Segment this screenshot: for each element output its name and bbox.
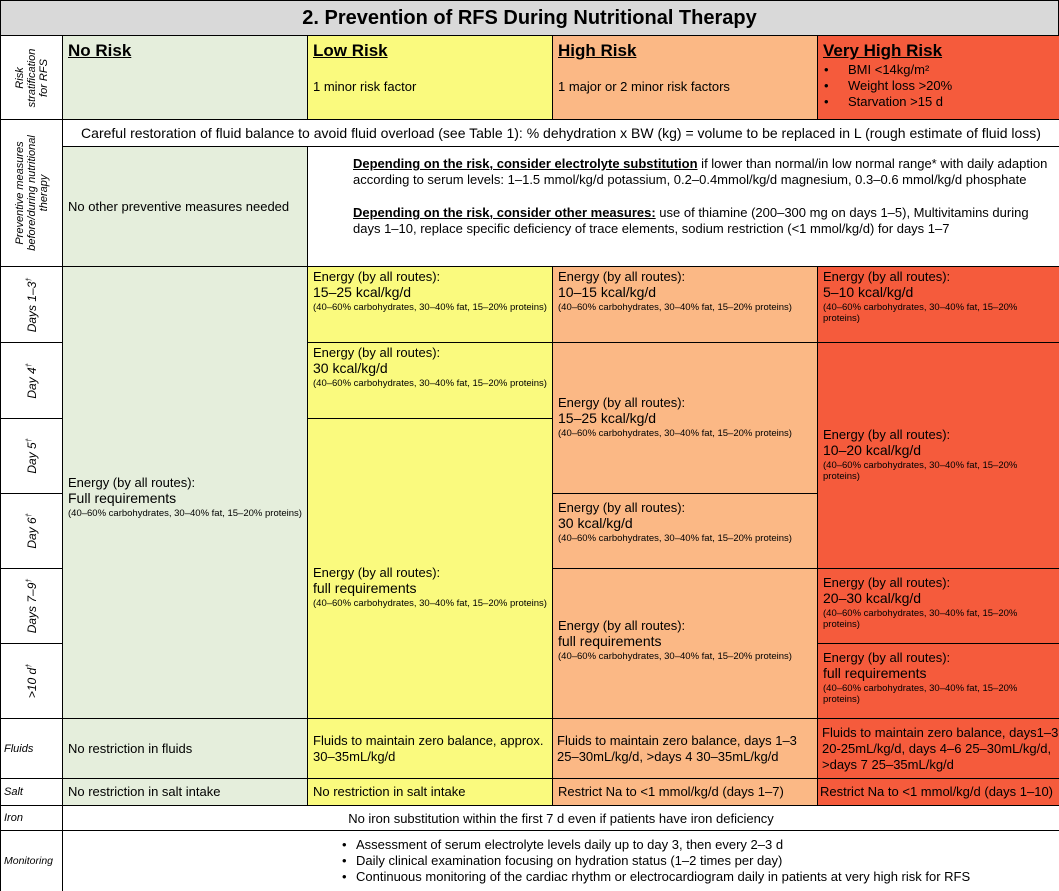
monitoring-cell [63,831,1059,891]
low-risk-energy-day5-plus [308,419,553,719]
fluid-balance-row: Careful restoration of fluid balance to avoid fluid overload (see Table 1): % dehydration x BW (kg) = volume to be replaced in L (rough estimate of fluid loss) [63,120,1059,147]
day-label-cell [0,569,63,644]
preventive-measures-cell [308,147,1059,267]
high-risk-fluids: Fluids to maintain zero balance, days 1–3 25–30mL/kg/d, >days 4 30–35mL/kg/d [557,732,797,764]
high-risk-criteria: 1 major or 2 minor risk factors [558,79,730,94]
high-risk-energy-day6 [553,494,818,569]
very-high-risk-energy-days1-3 [818,267,1059,343]
preventive-label: Preventive measures before/during nutritional therapy [13,135,50,251]
energy-block: Energy (by all routes): 15–25 kcal/kg/d (40–60% carbohydrates, 30–40% fat, 15–20% proteins) [313,269,547,313]
day-label: Days 1–3† [24,277,39,332]
energy-block: Energy (by all routes): 10–15 kcal/kg/d (40–60% carbohydrates, 30–40% fat, 15–20% proteins) [558,269,792,313]
energy-block: Energy (by all routes): full requirements (40–60% carbohydrates, 30–40% fat, 15–20% proteins) [313,564,547,609]
low-risk-fluids-cell [308,719,553,779]
no-risk-header: No Risk [68,41,132,60]
very-high-risk-salt-cell [818,779,1059,806]
very-high-risk-header-cell [818,36,1059,120]
stratification-label: Risk stratification for RFS [13,48,50,107]
low-risk-header-cell [308,36,553,120]
energy-block: Energy (by all routes): 15–25 kcal/kg/d (40–60% carbohydrates, 30–40% fat, 15–20% proteins) [558,395,792,439]
day-label: >10 d† [24,663,39,699]
high-risk-energy-day7-plus [553,569,818,719]
very-high-risk-criteria [818,62,952,110]
monitoring-item: • Daily clinical examination focusing on hydration status (1–2 times per day) [338,853,1059,869]
criteria-item: • Weight loss >20% [818,78,952,94]
very-high-risk-energy-day10-plus [818,644,1059,719]
low-risk-header: Low Risk [313,41,388,60]
energy-block: Energy (by all routes): 10–20 kcal/kg/d (40–60% carbohydrates, 30–40% fat, 15–20% proteins) [823,427,1018,482]
stratification-label-cell [0,36,63,120]
energy-block: Energy (by all routes): 30 kcal/kg/d (40–60% carbohydrates, 30–40% fat, 15–20% proteins) [558,500,792,544]
no-risk-salt: No restriction in salt intake [68,784,221,799]
no-risk-preventive-cell [63,147,308,267]
very-high-risk-fluids: Fluids to maintain zero balance, days1–3 20-25mL/kg/d, days 4–6 25–30mL/kg/d, >days 7 25–35mL/kg/d [822,724,1059,772]
low-risk-salt-cell [308,779,553,806]
high-risk-fluids-cell [553,719,818,779]
preventive-label-cell [0,120,63,267]
iron-label-cell [0,806,63,831]
day-label-cell [0,644,63,719]
very-high-risk-salt: Restrict Na to <1 mmol/kg/d (days 1–10) [820,784,1054,799]
no-risk-header-cell [63,36,308,120]
salt-label: Salt [4,786,23,798]
iron-text: No iron substitution within the first 7 d even if patients have iron deficiency [63,806,1059,831]
high-risk-energy-days4-5 [553,343,818,494]
other-measures: Depending on the risk, consider other measures: use of thiamine (200–300 mg on days 1–5), Multivitamins during days 1–10, replace specific deficiency of trace elements, sodium restriction (<1 mmol/kg/d) for days 1–7 [353,205,1029,236]
high-risk-salt-cell [553,779,818,806]
day-label: Day 4† [24,362,39,399]
monitoring-item: • Assessment of serum electrolyte levels daily up to day 3, then every 2–3 d [338,837,1059,853]
criteria-item: • BMI <14kg/m² [818,62,952,78]
monitoring-label-cell [0,831,63,891]
no-risk-energy-cell [63,267,308,719]
table-title: 2. Prevention of RFS During Nutritional Therapy [0,0,1059,36]
day-label: Day 5† [24,438,39,474]
day-label-cell [0,419,63,494]
no-risk-salt-cell [63,779,308,806]
fluids-label-cell [0,719,63,779]
day-label-cell [0,343,63,419]
salt-label-cell [0,779,63,806]
low-risk-criteria: 1 minor risk factor [313,79,417,94]
day-label: Days 7–9† [24,578,39,634]
energy-block: Energy (by all routes): full requirements (40–60% carbohydrates, 30–40% fat, 15–20% proteins) [823,650,1018,705]
electrolyte-substitution: Depending on the risk, consider electrolyte substitution if lower than normal/in low normal range* with daily adaption according to serum levels: 1–1.5 mmol/kg/d potassium, 0.2–0.4mmol/kg/d magnesium, 0.3–0.6 mmol/kg/d phosphate [353,156,1048,187]
energy-block: Energy (by all routes): 5–10 kcal/kg/d (40–60% carbohydrates, 30–40% fat, 15–20% proteins) [823,269,1018,324]
no-risk-fluids: No restriction in fluids [68,740,193,756]
day-label-cell [0,267,63,343]
energy-block: Energy (by all routes): 20–30 kcal/kg/d (40–60% carbohydrates, 30–40% fat, 15–20% proteins) [823,575,1018,630]
very-high-risk-fluids-cell [818,719,1059,779]
day-label-cell [0,494,63,569]
monitoring-item: • Continuous monitoring of the cardiac rhythm or electrocardiogram daily in patients at very high risk for RFS [338,869,1059,885]
monitoring-label: Monitoring [4,855,54,867]
energy-block: Energy (by all routes): Full requirements (40–60% carbohydrates, 30–40% fat, 15–20% proteins) [68,474,302,519]
low-risk-energy-day4 [308,343,553,419]
very-high-risk-energy-days4-6 [818,343,1059,569]
no-risk-preventive: No other preventive measures needed [68,198,290,214]
high-risk-energy-days1-3 [553,267,818,343]
day-label: Day 6† [24,513,39,549]
iron-label: Iron [4,812,23,824]
monitoring-list [338,837,1059,885]
criteria-item: • Starvation >15 d [818,94,952,110]
high-risk-header: High Risk [558,41,637,60]
fluids-label: Fluids [4,742,34,755]
very-high-risk-energy-days7-9 [818,569,1059,644]
low-risk-salt: No restriction in salt intake [313,784,466,799]
energy-block: Energy (by all routes): full requirements (40–60% carbohydrates, 30–40% fat, 15–20% proteins) [558,617,792,662]
high-risk-salt: Restrict Na to <1 mmol/kg/d (days 1–7) [558,784,784,799]
low-risk-energy-days1-3 [308,267,553,343]
high-risk-header-cell [553,36,818,120]
low-risk-fluids: Fluids to maintain zero balance, approx. 30–35mL/kg/d [313,732,544,764]
very-high-risk-header: Very High Risk [823,41,943,60]
energy-block: Energy (by all routes): 30 kcal/kg/d (40–60% carbohydrates, 30–40% fat, 15–20% proteins) [313,345,547,389]
no-risk-fluids-cell [63,719,308,779]
